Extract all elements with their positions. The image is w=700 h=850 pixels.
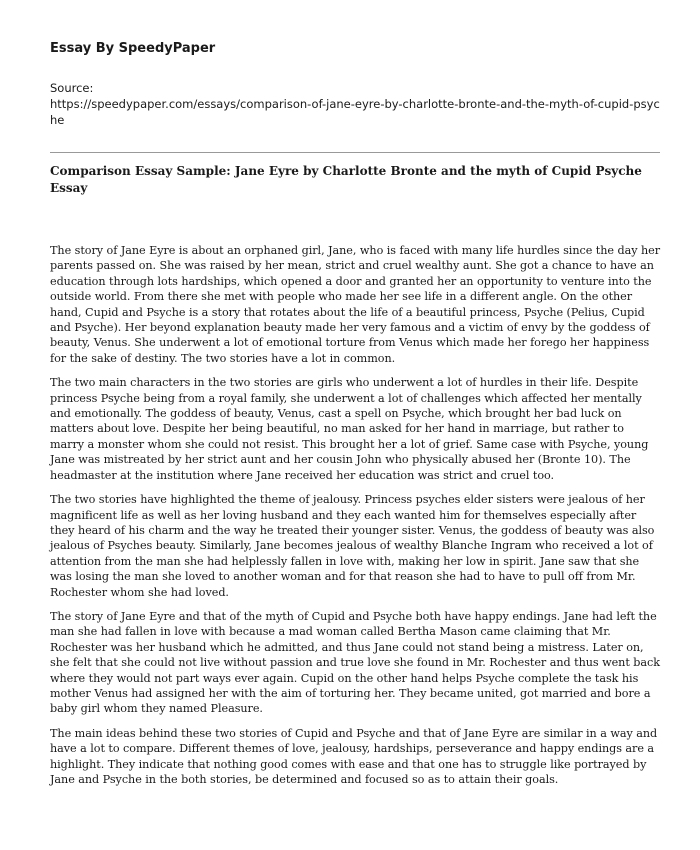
source-label: Source:: [50, 81, 94, 95]
essay-paragraph-3: The two stories have highlighted the theme of jealousy. Princess psyches elder sisters were jealous of her magnificent life as well as her loving husband and they each wanted him for themselves especially after they heard of his charm and the way he treated their younger sister. Venus, the goddess of beauty was also jealous of Psyches beauty. Similarly, Jane becomes jealous of wealthy Blanche Ingram who received a lot of attention from the man she had helplessly fallen in love with, making her low in spirit. Jane saw that she was losing the man she loved to another woman and for that reason she had to have to pull off from Mr. Rochester whom she had loved.: [50, 493, 655, 599]
essay-paragraph-5: The main ideas behind these two stories of Cupid and Psyche and that of Jane Eyre are similar in a way and have a lot to compare. Different themes of love, jealousy, hardships, perseverance and happy endings are a highlight. They indicate that nothing good comes with ease and that one has to struggle like portrayed by Jane and Psyche in the both stories, be determined and focused so as to attain their goals.: [50, 726, 658, 786]
essay-paragraph-4: The story of Jane Eyre and that of the myth of Cupid and Psyche both have happy endings. Jane had left the man she had fallen in love with because a mad woman called Bertha Mason came claiming that Mr. Rochester was her husband which he admitted, and thus Jane could not stand being a mistress. Later on, she felt that she could not live without passion and true love she found in Mr. Rochester and thus went back where they would not part ways ever again. Cupid on the other hand helps Psyche complete the task his mother Venus had assigned her with the aim of torturing her. They became united, got married and bore a baby girl whom they named Pleasure.: [50, 609, 660, 716]
header-divider: [50, 152, 660, 153]
essay-paragraph-1: The story of Jane Eyre is about an orphaned girl, Jane, who is faced with many life hurdles since the day her parents passed on. She was raised by her mean, strict and cruel wealthy aunt. She got a chance to have an education through lots hardships, which opened a door and granted her an opportunity to venture into the outside world. From there she met with people who made her see life in a different angle. On the other hand, Cupid and Psyche is a story that rotates about the life of a beautiful princess, Psyche (Pelius, Cupid and Psyche). Her beyond explanation beauty made her very famous and a victim of envy by the goddess of beauty, Venus. She underwent a lot of emotional torture from Venus which made her forego her happiness for the sake of destiny. The two stories have a lot in common.: [50, 244, 660, 365]
essay-title: Comparison Essay Sample: Jane Eyre by Charlotte Bronte and the myth of Cupid Psyche Essay: [50, 164, 642, 195]
essay-paragraph-2: The two main characters in the two stories are girls who underwent a lot of hurdles in their life. Despite princess Psyche being from a royal family, she underwent a lot of challenges which affected her mentally and emotionally. The goddess of beauty, Venus, cast a spell on Psyche, which brought her bad luck on matters about love. Despite her being beautiful, no man asked for her hand in marriage, but rather to marry a monster whom she could not resist. This brought her a lot of grief. Same case with Psyche, young Jane was mistreated by her strict aunt and her cousin John who physically abused her (Bronte 10). The headmaster at the institution where Jane received her education was strict and cruel too.: [50, 376, 649, 482]
source-url-link[interactable]: https://speedypaper.com/essays/comparison-of-jane-eyre-by-charlotte-bronte-and-the-myth-of-cupid-psyche: [50, 97, 660, 127]
document-page: [50, 40, 660, 796]
essay-body: [50, 243, 660, 787]
document-header-title: Essay By SpeedyPaper: [50, 41, 216, 56]
